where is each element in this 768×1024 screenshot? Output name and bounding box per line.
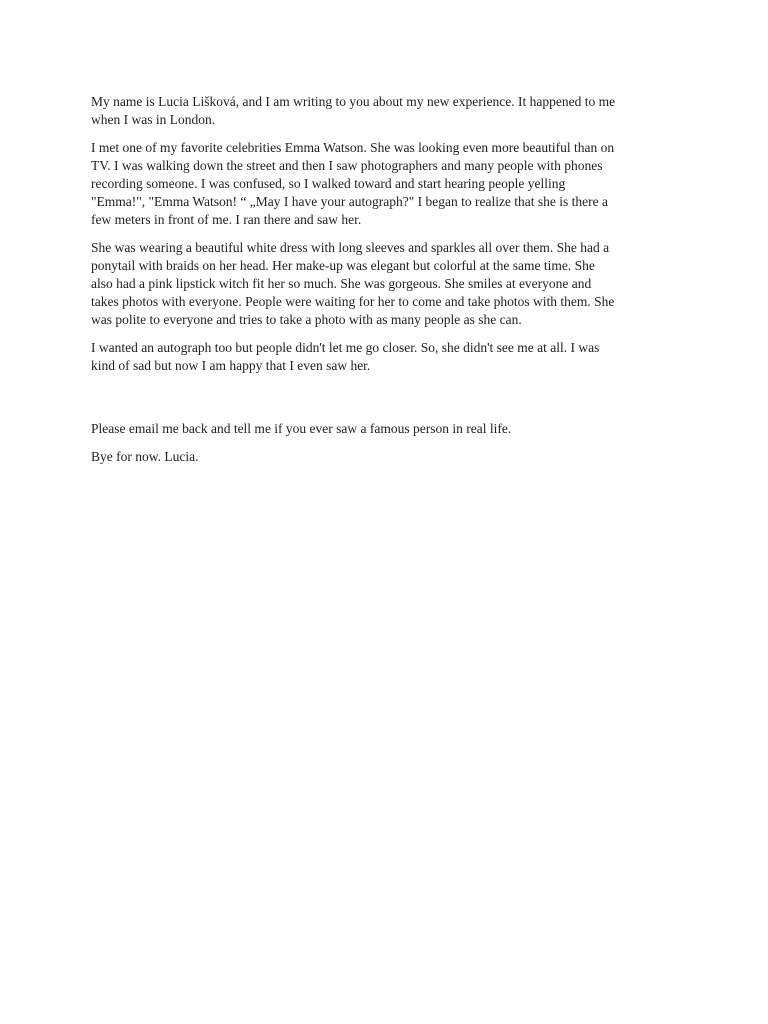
text-line: takes photos with everyone. People were waiting for her to come and take photos with them. She bbox=[91, 294, 615, 309]
paragraph-introduction bbox=[91, 93, 681, 129]
text-line: recording someone. I was confused, so I walked toward and start hearing people yelling bbox=[91, 176, 566, 191]
text-line: TV. I was walking down the street and then I saw photographers and many people with phones bbox=[91, 158, 603, 173]
text-line: She was wearing a beautiful white dress with long sleeves and sparkles all over them. She had a bbox=[91, 240, 610, 255]
paragraph-signoff bbox=[91, 448, 681, 466]
text-line: was polite to everyone and tries to take a photo with as many people as she can. bbox=[91, 312, 522, 327]
text-line: Bye for now. Lucia. bbox=[91, 449, 199, 464]
paragraph-request bbox=[91, 420, 681, 438]
text-line: My name is Lucia Lišková, and I am writing to you about my new experience. It happened to me bbox=[91, 94, 616, 109]
paragraph-description bbox=[91, 239, 681, 329]
text-line: Please email me back and tell me if you ever saw a famous person in real life. bbox=[91, 421, 512, 436]
text-line: I wanted an autograph too but people didn't let me go closer. So, she didn't see me at all. I was bbox=[91, 340, 600, 355]
text-line: kind of sad but now I am happy that I even saw her. bbox=[91, 358, 371, 373]
text-line: when I was in London. bbox=[91, 112, 216, 127]
text-line: ponytail with braids on her head. Her make-up was elegant but colorful at the same time. She bbox=[91, 258, 595, 273]
text-line: also had a pink lipstick witch fit her so much. She was gorgeous. She smiles at everyone and bbox=[91, 276, 592, 291]
paragraph-meeting bbox=[91, 139, 681, 229]
paragraph-autograph bbox=[91, 339, 681, 375]
letter-body bbox=[91, 93, 681, 476]
text-line: few meters in front of me. I ran there and saw her. bbox=[91, 212, 362, 227]
text-line: I met one of my favorite celebrities Emma Watson. She was looking even more beautiful than on bbox=[91, 140, 615, 155]
text-line: "Emma!", "Emma Watson! “ „May I have your autograph?" I began to realize that she is there a bbox=[91, 194, 609, 209]
